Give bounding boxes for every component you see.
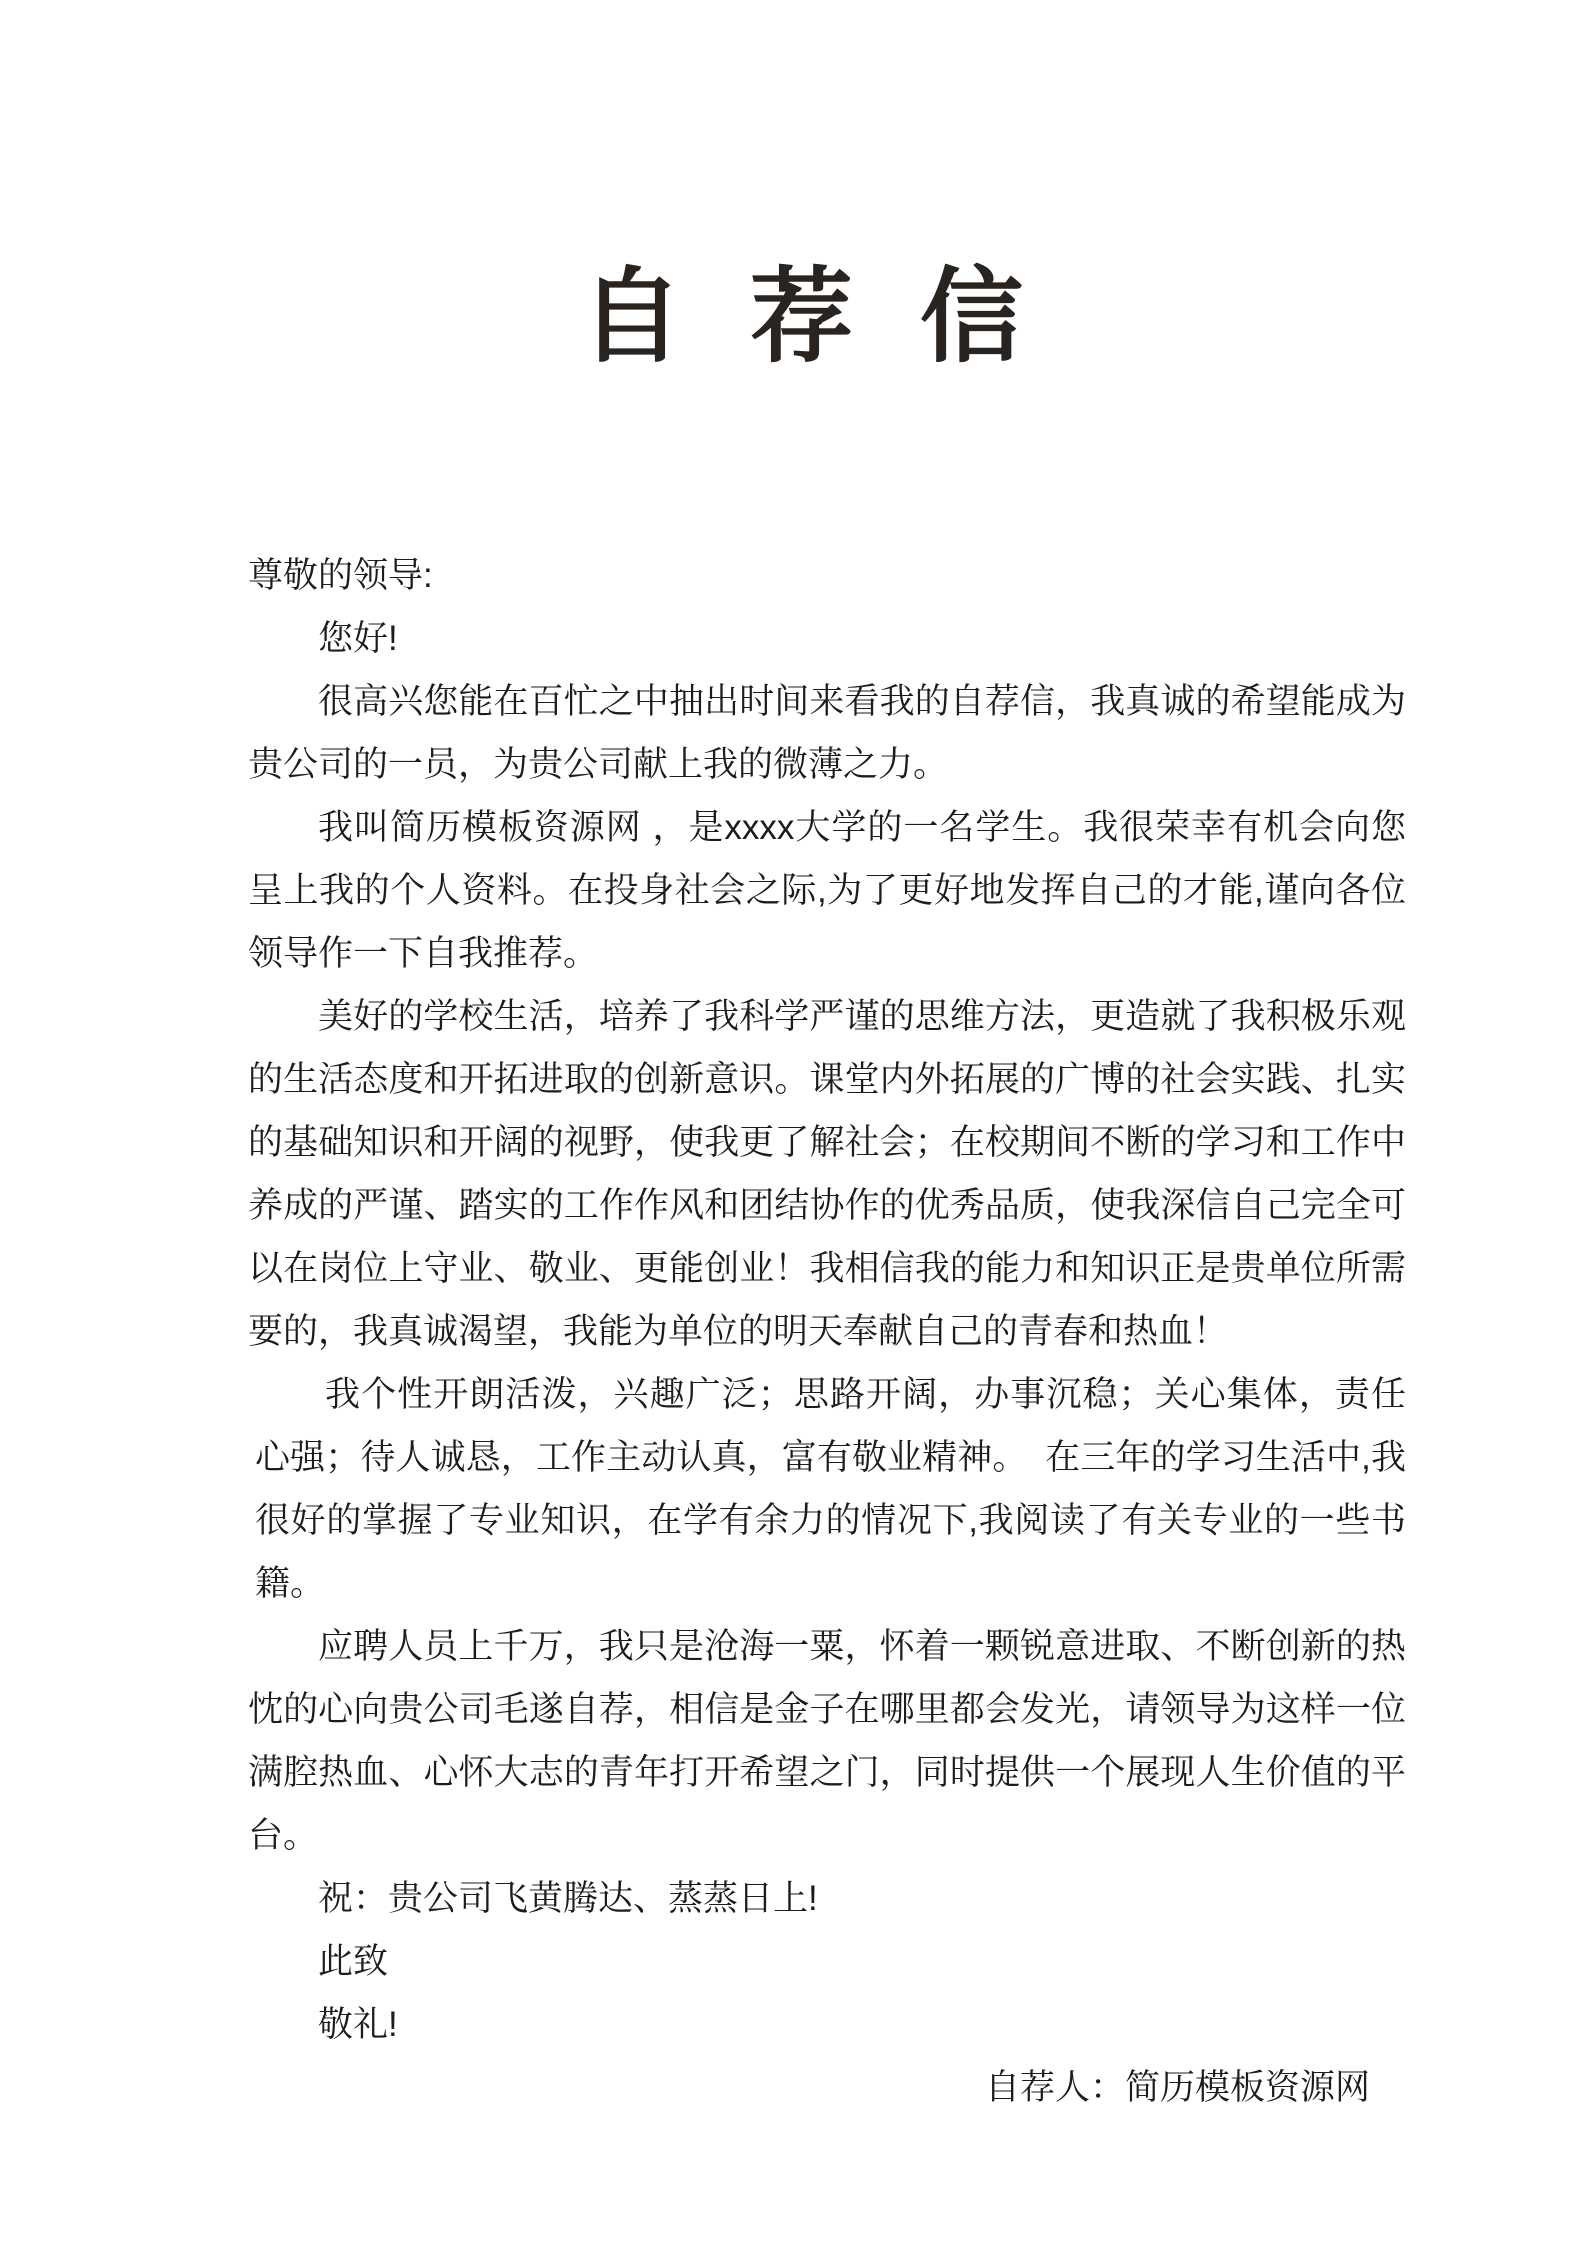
closing-line: 此致: [318, 1942, 389, 1981]
paragraph-self-introduction: 我叫简历模板资源网 ，是xxxx大学的一名学生。我很荣幸有机会向您呈上我的个人资料。在投身社会之际,为了更好地发挥自己的才能,谨向各位领导作一下自我推荐。: [248, 808, 1406, 973]
signature-line: 自荐人：简历模板资源网: [984, 2068, 1370, 2107]
greeting-line: 您好!: [318, 619, 398, 658]
paragraph-school-life: 美好的学校生活，培养了我科学严谨的思维方法，更造就了我积极乐观的生活态度和开拓进取的创新意识。课堂内外拓展的广博的社会实践、扎实的基础知识和开阔的视野，使我更了解社会；在校期间不断的学习和工作中养成的严谨、踏实的工作作风和团结协作的优秀品质，使我深信自己完全可以在岗位上守业、敬业、更能创业！我相信我的能力和知识正是贵单位所需要的，我真诚渴望，我能为单位的明天奉献自己的青春和热血！: [248, 997, 1406, 1351]
paragraph-appeal: 应聘人员上千万，我只是沧海一粟，怀着一颗锐意进取、不断创新的热忱的心向贵公司毛遂自荐，相信是金子在哪里都会发光，请领导为这样一位满腔热血、心怀大志的青年打开希望之门，同时提供一个展现人生价值的平台。: [248, 1627, 1406, 1855]
paragraph-personality: 我个性开朗活泼，兴趣广泛；思路开阔，办事沉稳；关心集体，责任心强；待人诚恳，工作主动认真，富有敬业精神。 在三年的学习生活中,我很好的掌握了专业知识，在学有余力的情况下,我阅读了有关专业的一些书籍。: [255, 1375, 1406, 1603]
page-title: 自荐信: [580, 259, 1090, 374]
salutation-line: 尊敬的领导:: [248, 556, 433, 595]
wish-line: 祝：贵公司飞黄腾达、蒸蒸日上!: [318, 1879, 818, 1918]
paragraph-intro: 很高兴您能在百忙之中抽出时间来看我的自荐信，我真诚的希望能成为贵公司的一员，为贵公司献上我的微薄之力。: [248, 682, 1406, 784]
letter-body: [248, 544, 1406, 2119]
salute-line: 敬礼!: [318, 2005, 398, 2044]
